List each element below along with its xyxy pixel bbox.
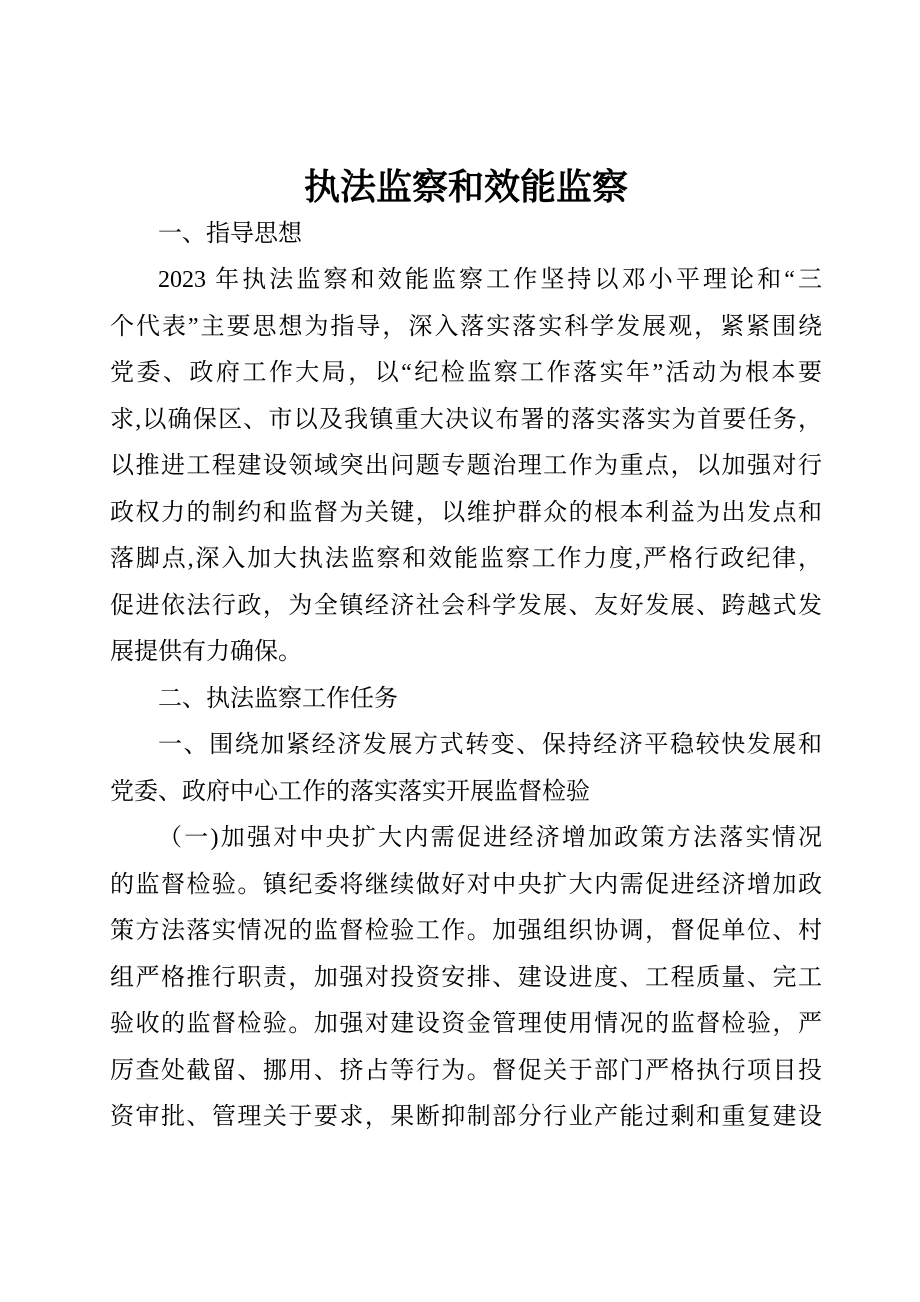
text-line: 资审批、管理关于要求，果断抑制部分行业产能过剩和重复建设 xyxy=(110,1104,822,1130)
text-line: 验收的监督检验。加强对建设资金管理使用情况的监督检验，严 xyxy=(110,1011,822,1037)
text-line-heading-2: 二、执法监察工作任务 xyxy=(158,685,398,712)
text-line: 的监督检验。镇纪委将继续做好对中央扩大内需促进经济增加政 xyxy=(110,871,822,898)
document-title: 执法监察和效能监察 xyxy=(303,166,628,207)
text-line: 策方法落实情况的监督检验工作。加强组织协调，督促单位、村 xyxy=(110,918,822,944)
text-line: 落脚点,深入加大执法监察和效能监察工作力度,严格行政纪律， xyxy=(110,546,822,572)
text-line: 政权力的制约和监督为关键，以维护群众的根本利益为出发点和 xyxy=(110,499,822,526)
text-line: 厉查处截留、挪用、挤占等行为。督促关于部门严格执行项目投 xyxy=(110,1057,822,1084)
text-line: （一)加强对中央扩大内需促进经济增加政策方法落实情况 xyxy=(158,825,822,851)
text-line: 2023 年执法监察和效能监察工作坚持以邓小平理论和“三 xyxy=(158,267,822,293)
text-line: 求,以确保区、市以及我镇重大决议布署的落实落实为首要任务， xyxy=(110,406,822,433)
text-line: 组严格推行职责，加强对投资安排、建设进度、工程质量、完工 xyxy=(110,964,822,991)
text-line: 展提供有力确保。 xyxy=(110,639,302,665)
text-line-heading-1: 一、指导思想 xyxy=(158,220,302,247)
text-line: 以推进工程建设领域突出问题专题治理工作为重点，以加强对行 xyxy=(110,453,822,479)
text-line: 党委、政府工作大局，以“纪检监察工作落实年”活动为根本要 xyxy=(110,360,822,386)
document-page xyxy=(110,164,822,1141)
text-line: 一、围绕加紧经济发展方式转变、保持经济平稳较快发展和 xyxy=(158,732,822,758)
text-line: 个代表”主要思想为指导，深入落实落实科学发展观，紧紧围绕 xyxy=(110,313,822,340)
text-line: 党委、政府中心工作的落实落实开展监督检验 xyxy=(110,778,590,805)
text-line: 促进依法行政，为全镇经济社会科学发展、友好发展、跨越式发 xyxy=(110,592,822,619)
